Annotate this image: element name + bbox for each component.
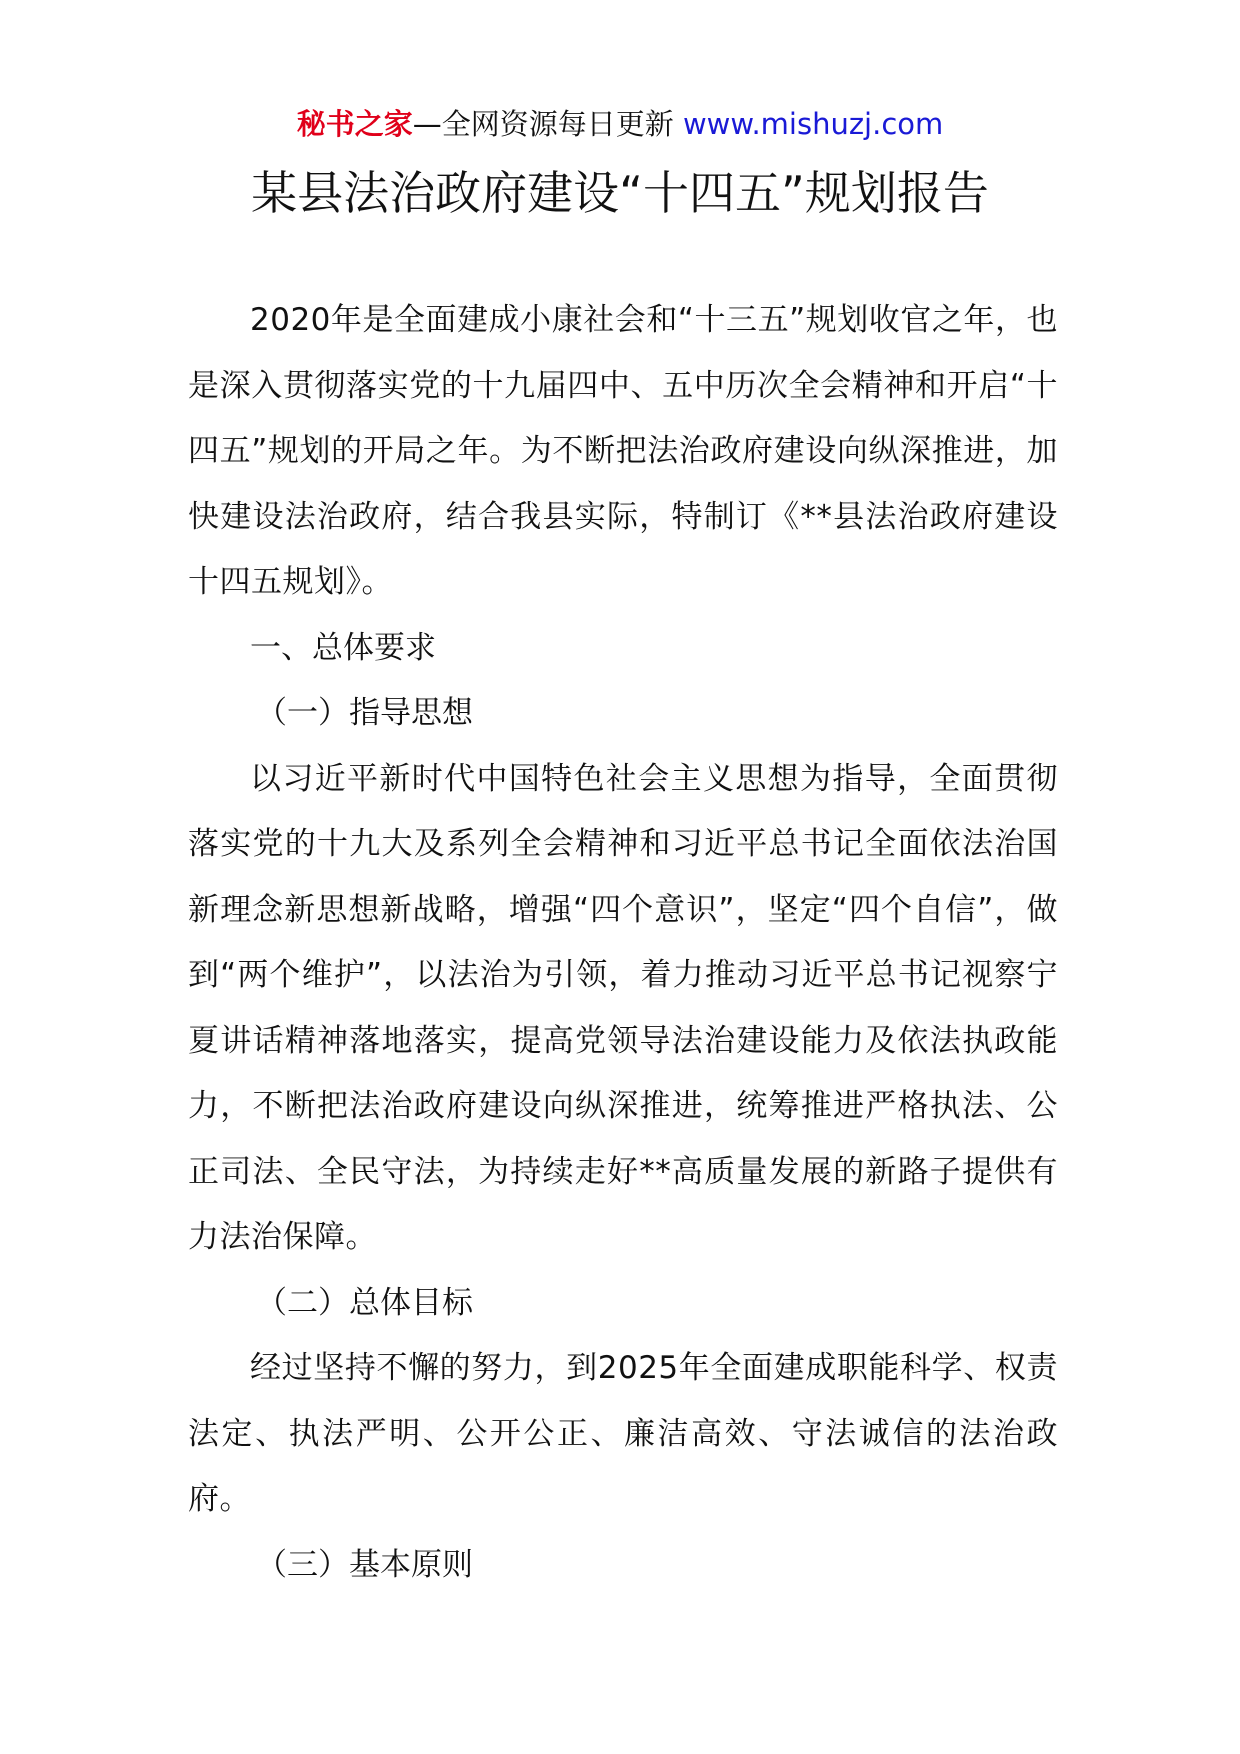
subsection-heading-basic-principles: （三）基本原则 bbox=[256, 1546, 473, 1583]
guiding-ideology-paragraph: 以习近平新时代中国特色社会主义思想为指导，全面贯彻落实党的十九大及系列全会精神和习近平总书记全面依法治国新理念新思想新战略，增强“四个意识”，坚定“四个自信”，做到“两个维护”，以法治为引领，着力推动习近平总书记视察宁夏讲话精神落地落实，提高党领导法治建设能力及依法执政能力，不断把法治政府建设向纵深推进，统筹推进严格执法、公正司法、全民守法，为持续走好**高质量发展的新路子提供有力法治保障。 bbox=[188, 760, 1058, 1255]
section-heading-general-requirements: 一、总体要求 bbox=[250, 629, 436, 666]
subsection-heading-guiding-ideology: （一）指导思想 bbox=[256, 695, 473, 731]
brand-name: 秘书之家 bbox=[296, 107, 413, 141]
overall-goal-paragraph: 经过坚持不懈的努力，到2025年全面建成职能科学、权责法定、执法严明、公开公正、廉洁高效、守法诚信的法治政府。 bbox=[188, 1350, 1058, 1517]
intro-paragraph: 2020年是全面建成小康社会和“十三五”规划收官之年，也是深入贯彻落实党的十九届四中、五中历次全会精神和开启“十四五”规划的开局之年。为不断把法治政府建设向纵深推进，加快建设法治政府，结合我县实际，特制订《**县法治政府建设十四五规划》。 bbox=[188, 302, 1058, 600]
header-url-link[interactable]: www.mishuzj.com bbox=[682, 107, 944, 141]
header-tagline: —全网资源每日更新 bbox=[412, 107, 683, 141]
subsection-heading-overall-goal: （二）总体目标 bbox=[256, 1284, 473, 1321]
document-title: 某县法治政府建设“十四五”规划报告 bbox=[251, 166, 989, 220]
watermark-header bbox=[0, 104, 1240, 144]
document-body bbox=[188, 288, 1058, 1598]
